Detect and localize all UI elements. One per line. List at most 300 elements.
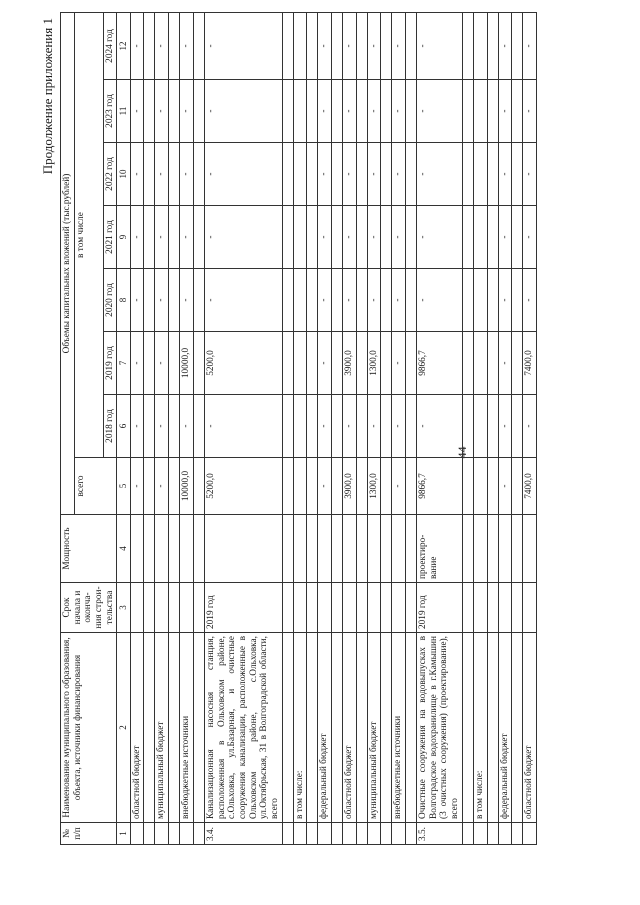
spacer-cell [193, 515, 204, 583]
spacer-cell [356, 583, 367, 633]
spacer-cell [193, 206, 204, 269]
spacer-cell [282, 823, 293, 845]
spacer-cell [512, 583, 523, 633]
header-no: № п/п [61, 823, 117, 845]
cell-no: 3.4. [204, 823, 282, 845]
spacer-cell [307, 395, 318, 458]
spacer-cell [144, 269, 155, 332]
table-row [367, 12, 381, 844]
spacer-cell [144, 332, 155, 395]
spacer-cell [356, 823, 367, 845]
spacer-cell [356, 206, 367, 269]
spacer-cell [462, 633, 473, 823]
cell-y2019: - [318, 332, 332, 395]
header-year-2022: 2022 год [103, 143, 117, 206]
cell-term [473, 583, 487, 633]
cell-y2021: - [318, 206, 332, 269]
spacer-cell [169, 633, 180, 823]
cell-y2020 [293, 269, 307, 332]
cell-y2022 [473, 143, 487, 206]
spacer-cell [144, 823, 155, 845]
header-including: в том числе [74, 12, 103, 457]
cell-y2018 [293, 395, 307, 458]
spacer-cell [381, 515, 392, 583]
spacer-cell [144, 395, 155, 458]
cell-name: муниципальный бюджет [367, 633, 381, 823]
cell-name: в том числе: [293, 633, 307, 823]
cell-power [473, 515, 487, 583]
row-spacer [356, 12, 367, 844]
cell-y2023: - [367, 80, 381, 143]
spacer-cell [356, 515, 367, 583]
table-row [293, 12, 307, 844]
cell-name: внебюджетные источники [180, 633, 194, 823]
cell-y2020: - [343, 269, 357, 332]
cell-y2020: - [180, 269, 194, 332]
spacer-cell [512, 269, 523, 332]
header-year-2021: 2021 год [103, 206, 117, 269]
spacer-cell [512, 332, 523, 395]
cell-power [498, 515, 512, 583]
spacer-cell [169, 458, 180, 515]
column-number: 10 [117, 143, 130, 206]
cell-y2024: - [498, 12, 512, 79]
spacer-cell [307, 143, 318, 206]
row-spacer [169, 12, 180, 844]
cell-y2020: - [523, 269, 537, 332]
cell-power [130, 515, 144, 583]
cell-total [473, 458, 487, 515]
cell-total: 7400,0 [523, 458, 537, 515]
header-year-2024: 2024 год [103, 12, 117, 79]
spacer-cell [356, 12, 367, 79]
cell-y2019 [293, 332, 307, 395]
column-number: 11 [117, 80, 130, 143]
spacer-cell [193, 823, 204, 845]
cell-y2018: - [318, 395, 332, 458]
spacer-cell [381, 823, 392, 845]
spacer-cell [307, 332, 318, 395]
cell-y2024: - [204, 12, 282, 79]
spacer-cell [193, 143, 204, 206]
spacer-cell [307, 80, 318, 143]
header-term: Срок начала и оконча- ния строи- тельства [61, 583, 117, 633]
cell-y2024: - [367, 12, 381, 79]
cell-y2021: - [367, 206, 381, 269]
cell-name: федеральный бюджет [318, 633, 332, 823]
spacer-cell [487, 332, 498, 395]
cell-y2024: - [392, 12, 406, 79]
spacer-cell [282, 332, 293, 395]
spacer-cell [282, 12, 293, 79]
spacer-cell [462, 515, 473, 583]
spacer-cell [282, 80, 293, 143]
spacer-cell [406, 823, 417, 845]
spacer-cell [169, 206, 180, 269]
spacer-cell [169, 332, 180, 395]
cell-power [180, 515, 194, 583]
spacer-cell [487, 269, 498, 332]
spacer-cell [512, 823, 523, 845]
cell-name: областной бюджет [343, 633, 357, 823]
spacer-cell [169, 80, 180, 143]
cell-y2021: - [523, 206, 537, 269]
spacer-cell [487, 12, 498, 79]
cell-y2022: - [417, 143, 463, 206]
table-row [180, 12, 194, 844]
cell-y2024: - [155, 12, 169, 79]
cell-total: 9866,7 [417, 458, 463, 515]
cell-y2018: - [367, 395, 381, 458]
spacer-cell [144, 583, 155, 633]
spacer-cell [487, 395, 498, 458]
cell-term: 2019 год [417, 583, 463, 633]
cell-power [204, 515, 282, 583]
spacer-cell [193, 80, 204, 143]
cell-power [343, 515, 357, 583]
cell-no [392, 823, 406, 845]
row-spacer [462, 12, 473, 844]
spacer-cell [381, 80, 392, 143]
cell-name: Очистные сооружения на водовыпусках в Волгоградское водохранилище в г.Камышин (3 очистных сооружения) (проектирование), всего [417, 633, 463, 823]
spacer-cell [381, 583, 392, 633]
spacer-cell [406, 583, 417, 633]
cell-y2021: - [343, 206, 357, 269]
spacer-cell [356, 633, 367, 823]
cell-y2021 [293, 206, 307, 269]
cell-power [318, 515, 332, 583]
table-row [318, 12, 332, 844]
header-power: Мощность [61, 515, 117, 583]
table-row [204, 12, 282, 844]
cell-term [130, 583, 144, 633]
row-spacer [193, 12, 204, 844]
spacer-cell [332, 12, 343, 79]
cell-y2023 [293, 80, 307, 143]
spacer-cell [144, 12, 155, 79]
spacer-cell [356, 458, 367, 515]
cell-y2020: - [130, 269, 144, 332]
cell-y2021: - [392, 206, 406, 269]
cell-y2019: - [130, 332, 144, 395]
spacer-cell [356, 332, 367, 395]
cell-no [180, 823, 194, 845]
spacer-cell [462, 143, 473, 206]
spacer-cell [282, 515, 293, 583]
cell-y2021: - [155, 206, 169, 269]
cell-y2022: - [318, 143, 332, 206]
spacer-cell [332, 633, 343, 823]
spacer-cell [307, 206, 318, 269]
spacer-cell [381, 395, 392, 458]
column-number-row [117, 12, 130, 844]
spacer-cell [282, 269, 293, 332]
spacer-cell [381, 458, 392, 515]
spacer-cell [332, 332, 343, 395]
cell-y2018: - [523, 395, 537, 458]
cell-y2020: - [417, 269, 463, 332]
continuation-label: Продолжение приложения 1 [40, 18, 55, 175]
spacer-cell [462, 332, 473, 395]
cell-term [367, 583, 381, 633]
cell-y2023: - [130, 80, 144, 143]
cell-name: муниципальный бюджет [155, 633, 169, 823]
spacer-cell [487, 515, 498, 583]
cell-y2018: - [130, 395, 144, 458]
spacer-cell [356, 269, 367, 332]
cell-y2018: - [392, 395, 406, 458]
spacer-cell [487, 143, 498, 206]
cell-power [293, 515, 307, 583]
cell-y2019 [473, 332, 487, 395]
cell-y2024: - [180, 12, 194, 79]
spacer-cell [144, 633, 155, 823]
cell-y2021: - [204, 206, 282, 269]
spacer-cell [144, 80, 155, 143]
cell-y2019: - [392, 332, 406, 395]
row-spacer [381, 12, 392, 844]
page-number: 44 [455, 446, 469, 459]
spacer-cell [487, 823, 498, 845]
cell-total [293, 458, 307, 515]
spacer-cell [169, 583, 180, 633]
cell-y2019: 3900,0 [343, 332, 357, 395]
spacer-cell [462, 395, 473, 458]
spacer-cell [406, 12, 417, 79]
spacer-cell [144, 206, 155, 269]
cell-total: - [155, 458, 169, 515]
cell-y2019: 7400,0 [523, 332, 537, 395]
cell-total: - [318, 458, 332, 515]
cell-y2019: - [155, 332, 169, 395]
cell-y2020: - [367, 269, 381, 332]
cell-y2020 [473, 269, 487, 332]
spacer-cell [512, 395, 523, 458]
spacer-cell [406, 206, 417, 269]
spacer-cell [406, 633, 417, 823]
spacer-cell [193, 12, 204, 79]
cell-no [130, 823, 144, 845]
spacer-cell [487, 633, 498, 823]
cell-y2021: - [180, 206, 194, 269]
header-year-2019: 2019 год [103, 332, 117, 395]
column-number: 8 [117, 269, 130, 332]
spacer-cell [307, 633, 318, 823]
cell-y2018 [473, 395, 487, 458]
spacer-cell [332, 583, 343, 633]
spacer-cell [193, 583, 204, 633]
cell-power [523, 515, 537, 583]
spacer-cell [512, 633, 523, 823]
column-number: 3 [117, 583, 130, 633]
cell-y2018: - [498, 395, 512, 458]
spacer-cell [332, 395, 343, 458]
cell-y2022: - [392, 143, 406, 206]
spacer-cell [381, 269, 392, 332]
cell-y2019: 10000,0 [180, 332, 194, 395]
spacer-cell [406, 80, 417, 143]
cell-y2018: - [417, 395, 463, 458]
row-spacer [406, 12, 417, 844]
cell-name: областной бюджет [523, 633, 537, 823]
spacer-cell [282, 458, 293, 515]
cell-no [367, 823, 381, 845]
cell-name: в том числе: [473, 633, 487, 823]
cell-no [523, 823, 537, 845]
cell-total: - [130, 458, 144, 515]
spacer-cell [381, 206, 392, 269]
cell-no [498, 823, 512, 845]
cell-no [473, 823, 487, 845]
cell-y2018: - [180, 395, 194, 458]
cell-no [293, 823, 307, 845]
cell-y2022 [293, 143, 307, 206]
spacer-cell [169, 515, 180, 583]
table-row [155, 12, 169, 844]
cell-term [392, 583, 406, 633]
column-number: 6 [117, 395, 130, 458]
cell-y2019: 5200,0 [204, 332, 282, 395]
spacer-cell [193, 458, 204, 515]
row-spacer [144, 12, 155, 844]
spacer-cell [406, 143, 417, 206]
cell-y2023: - [180, 80, 194, 143]
spacer-cell [332, 823, 343, 845]
row-spacer [332, 12, 343, 844]
cell-y2022: - [523, 143, 537, 206]
spacer-cell [282, 206, 293, 269]
cell-y2021 [473, 206, 487, 269]
cell-y2024 [293, 12, 307, 79]
spacer-cell [381, 633, 392, 823]
spacer-cell [144, 143, 155, 206]
spacer-cell [169, 143, 180, 206]
spacer-cell [381, 143, 392, 206]
cell-power [367, 515, 381, 583]
spacer-cell [193, 269, 204, 332]
spacer-cell [487, 583, 498, 633]
spacer-cell [512, 206, 523, 269]
cell-term: 2019 год [204, 583, 282, 633]
cell-y2022: - [130, 143, 144, 206]
spacer-cell [169, 395, 180, 458]
cell-y2023: - [417, 80, 463, 143]
row-spacer [282, 12, 293, 844]
cell-y2022: - [155, 143, 169, 206]
spacer-cell [406, 332, 417, 395]
spacer-cell [462, 823, 473, 845]
cell-term [498, 583, 512, 633]
cell-y2018: - [155, 395, 169, 458]
spacer-cell [169, 269, 180, 332]
cell-no [318, 823, 332, 845]
cell-y2021: - [498, 206, 512, 269]
spacer-cell [307, 458, 318, 515]
header-year-2020: 2020 год [103, 269, 117, 332]
column-number: 12 [117, 12, 130, 79]
cell-y2024: - [417, 12, 463, 79]
row-spacer [487, 12, 498, 844]
spacer-cell [193, 395, 204, 458]
cell-y2024: - [130, 12, 144, 79]
header-volume: Объемы капитальных вложений (тыс.рублей) [61, 12, 75, 514]
cell-y2023 [473, 80, 487, 143]
spacer-cell [169, 12, 180, 79]
spacer-cell [307, 583, 318, 633]
cell-y2023: - [155, 80, 169, 143]
spacer-cell [356, 395, 367, 458]
spacer-cell [307, 515, 318, 583]
spacer-cell [512, 12, 523, 79]
cell-power [392, 515, 406, 583]
cell-name: федеральный бюджет [498, 633, 512, 823]
spacer-cell [282, 395, 293, 458]
cell-power: проектиро- вание [417, 515, 463, 583]
spacer-cell [462, 458, 473, 515]
cell-y2019: - [498, 332, 512, 395]
spacer-cell [406, 515, 417, 583]
cell-power [155, 515, 169, 583]
cell-y2022: - [498, 143, 512, 206]
cell-y2020: - [155, 269, 169, 332]
cell-y2023: - [318, 80, 332, 143]
cell-no [343, 823, 357, 845]
cell-term [155, 583, 169, 633]
spacer-cell [282, 143, 293, 206]
column-number: 4 [117, 515, 130, 583]
cell-y2019: 1300,0 [367, 332, 381, 395]
cell-y2021: - [130, 206, 144, 269]
cell-y2023: - [523, 80, 537, 143]
table-row [523, 12, 537, 844]
spacer-cell [381, 332, 392, 395]
spacer-cell [462, 12, 473, 79]
cell-y2023: - [204, 80, 282, 143]
spacer-cell [307, 269, 318, 332]
spacer-cell [487, 206, 498, 269]
cell-y2021: - [417, 206, 463, 269]
cell-y2018: - [204, 395, 282, 458]
spacer-cell [462, 583, 473, 633]
spacer-cell [512, 80, 523, 143]
spacer-cell [487, 458, 498, 515]
cell-y2022: - [204, 143, 282, 206]
cell-y2020: - [392, 269, 406, 332]
column-number: 1 [117, 823, 130, 845]
spacer-cell [512, 458, 523, 515]
cell-y2024 [473, 12, 487, 79]
spacer-cell [512, 515, 523, 583]
cell-term [293, 583, 307, 633]
cell-term [180, 583, 194, 633]
spacer-cell [332, 206, 343, 269]
spacer-cell [462, 80, 473, 143]
cell-y2022: - [367, 143, 381, 206]
cell-y2023: - [498, 80, 512, 143]
spacer-cell [356, 80, 367, 143]
cell-total: 10000,0 [180, 458, 194, 515]
table-row [473, 12, 487, 844]
table-row [392, 12, 406, 844]
table-row [417, 12, 463, 844]
column-number: 7 [117, 332, 130, 395]
cell-term [523, 583, 537, 633]
spacer-cell [144, 458, 155, 515]
spacer-cell [487, 80, 498, 143]
cell-total: - [392, 458, 406, 515]
header-year-2018: 2018 год [103, 395, 117, 458]
spacer-cell [332, 515, 343, 583]
